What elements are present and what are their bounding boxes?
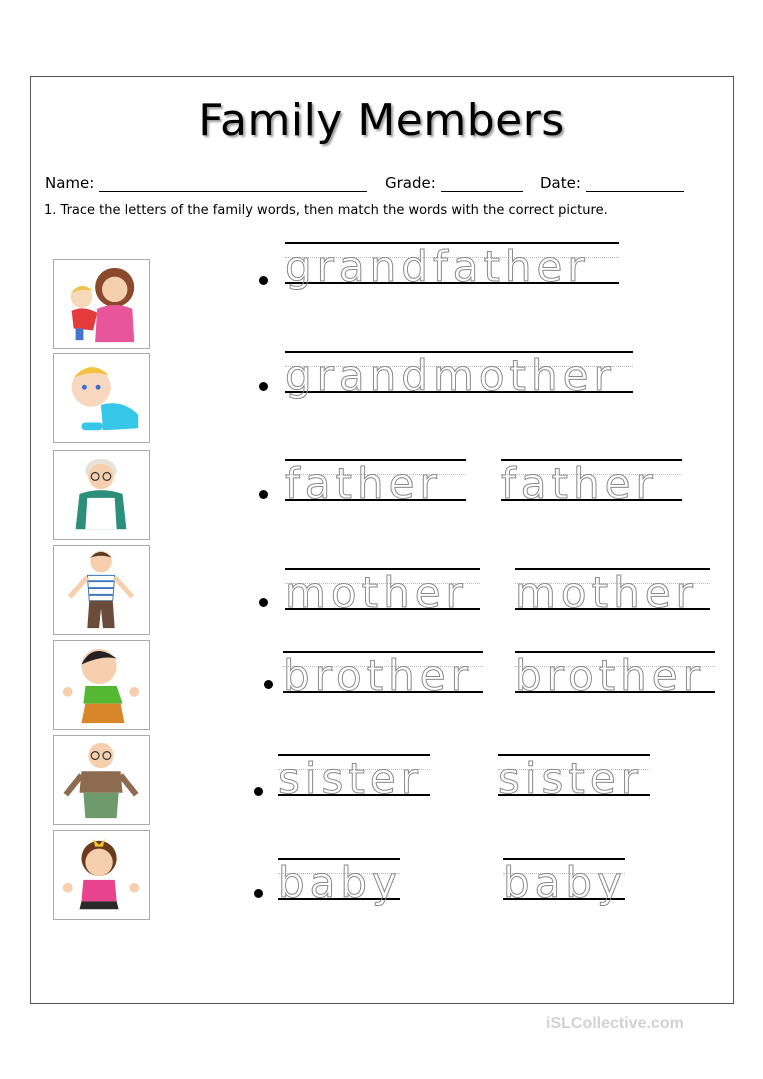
bullet-brother[interactable] — [264, 680, 273, 689]
trace-baby-1[interactable] — [278, 858, 402, 907]
bullet-grandfather[interactable] — [259, 276, 268, 285]
trace-word: sister — [278, 754, 424, 803]
mother-icon — [54, 260, 149, 348]
trace-word: grandmother — [285, 351, 616, 400]
instruction-text: 1. Trace the letters of the family words, then match the words with the correct picture. — [44, 203, 608, 218]
page-title: Family Members — [198, 95, 565, 146]
baby-icon — [54, 354, 149, 442]
grade-field[interactable] — [385, 174, 523, 192]
trace-father-2[interactable] — [501, 459, 682, 508]
trace-grandfather-1[interactable] — [285, 242, 619, 291]
date-label: Date: — [540, 174, 581, 192]
trace-word: grandfather — [285, 242, 590, 291]
trace-word: brother — [515, 651, 705, 700]
bullet-grandmother[interactable] — [259, 382, 268, 391]
picture-grandfather[interactable] — [53, 735, 150, 825]
trace-baby-2[interactable] — [503, 858, 627, 907]
bullet-sister[interactable] — [254, 787, 263, 796]
trace-brother-2[interactable] — [515, 651, 715, 700]
trace-brother-1[interactable] — [283, 651, 483, 700]
trace-word: father — [501, 459, 658, 508]
trace-mother-1[interactable] — [285, 568, 480, 617]
trace-word: brother — [283, 651, 473, 700]
watermark: iSLCollective.com — [546, 1015, 684, 1032]
grade-line[interactable] — [441, 177, 523, 192]
date-line[interactable] — [586, 177, 684, 192]
name-field[interactable] — [45, 174, 367, 192]
trace-word: baby — [278, 858, 402, 907]
trace-word: sister — [498, 754, 644, 803]
date-field[interactable] — [540, 174, 684, 192]
grandmother-icon — [54, 451, 149, 539]
picture-brother[interactable] — [53, 640, 150, 730]
trace-sister-2[interactable] — [498, 754, 650, 803]
trace-word: mother — [515, 568, 698, 617]
trace-mother-2[interactable] — [515, 568, 710, 617]
grandfather-icon — [54, 736, 149, 824]
sister-icon — [54, 831, 149, 919]
picture-grandmother[interactable] — [53, 450, 150, 540]
picture-mother[interactable] — [53, 259, 150, 349]
trace-father-1[interactable] — [285, 459, 466, 508]
picture-baby[interactable] — [53, 353, 150, 443]
father-icon — [54, 546, 149, 634]
bullet-mother[interactable] — [259, 598, 268, 607]
trace-sister-1[interactable] — [278, 754, 430, 803]
grade-label: Grade: — [385, 174, 436, 192]
name-label: Name: — [45, 174, 95, 192]
picture-sister[interactable] — [53, 830, 150, 920]
bullet-father[interactable] — [259, 490, 268, 499]
name-line[interactable] — [99, 177, 367, 192]
trace-grandmother-1[interactable] — [285, 351, 633, 400]
picture-father[interactable] — [53, 545, 150, 635]
trace-word: father — [285, 459, 442, 508]
trace-word: baby — [503, 858, 627, 907]
bullet-baby[interactable] — [254, 889, 263, 898]
brother-icon — [54, 641, 149, 729]
trace-word: mother — [285, 568, 468, 617]
